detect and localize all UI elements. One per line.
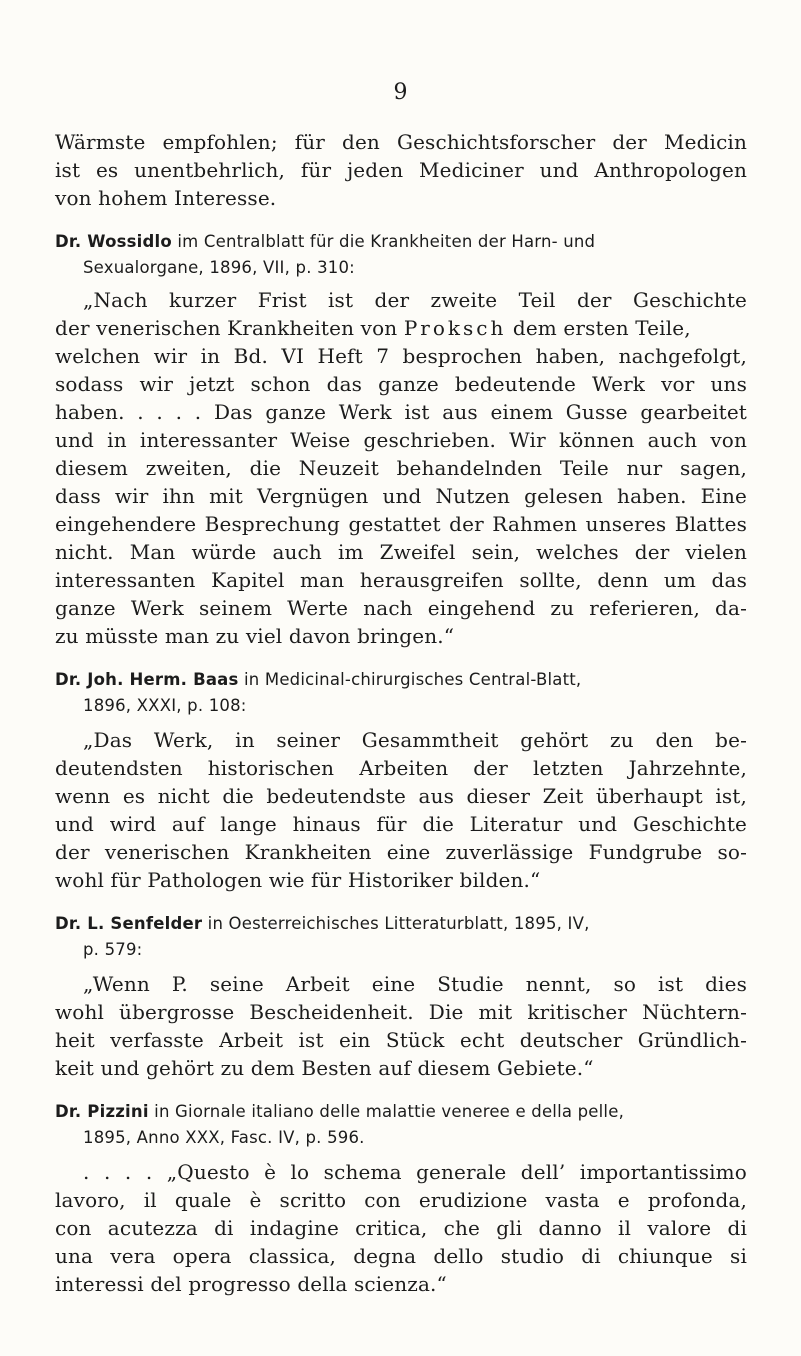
quote-line: heit verfasste Arbeit ist ein Stück echt deutscher Gründlich- bbox=[55, 1028, 747, 1052]
quote-line bbox=[55, 314, 747, 342]
review-source bbox=[55, 666, 581, 694]
quote-line: eingehendere Besprechung gestattet der Rahmen unseres Blattes bbox=[55, 512, 747, 536]
quote-line: interessi del progresso della scienza.“ bbox=[55, 1272, 447, 1296]
review-source bbox=[55, 228, 595, 256]
quote-line: deutendsten historischen Arbeiten der letzten Jahrzehnte, bbox=[55, 756, 747, 780]
quote-line: keit und gehört zu dem Besten auf diesem Gebiete.“ bbox=[55, 1056, 594, 1080]
quote-line: der venerischen Krankheiten eine zuverlässige Fundgrube so- bbox=[55, 840, 747, 864]
review-author: Dr. Wossidlo bbox=[55, 232, 172, 251]
intro-line: von hohem Interesse. bbox=[55, 186, 277, 210]
quote-line: sodass wir jetzt schon das ganze bedeutende Werk vor uns bbox=[55, 372, 747, 396]
quote-text: der venerischen Krankheiten von bbox=[55, 316, 404, 340]
quote-line: ganze Werk seinem Werte nach eingehend zu referieren, da- bbox=[55, 596, 747, 620]
review-author: Dr. Joh. Herm. Baas bbox=[55, 670, 239, 689]
review-source-text: in Giornale italiano delle malattie veneree e della pelle, bbox=[148, 1102, 625, 1121]
review-source bbox=[55, 1098, 624, 1126]
review-source-text: in Medicinal-chirurgisches Central-Blatt, bbox=[238, 670, 582, 689]
quote-line: lavoro, il quale è scritto con erudizione vasta e profonda, bbox=[55, 1188, 747, 1212]
quote-line: welchen wir in Bd. VI Heft 7 besprochen haben, nachgefolgt, bbox=[55, 344, 747, 368]
intro-line: ist es unentbehrlich, für jeden Mediciner und Anthropologen bbox=[55, 158, 747, 182]
review-author: Dr. L. Senfelder bbox=[55, 914, 203, 933]
author-name-emphasis: Proksch bbox=[403, 316, 507, 340]
quote-line: dass wir ihn mit Vergnügen und Nutzen gelesen haben. Eine bbox=[55, 484, 747, 508]
review-source-cont: Sexualorgane, 1896, VII, p. 310: bbox=[83, 258, 355, 277]
quote-line: wenn es nicht die bedeutendste aus dieser Zeit überhaupt ist, bbox=[55, 784, 747, 808]
review-source-cont: p. 579: bbox=[83, 940, 143, 959]
quote-line: . . . . „Questo è lo schema generale dell’ importantissimo bbox=[83, 1160, 747, 1184]
quote-line: wohl übergrosse Bescheidenheit. Die mit kritischer Nüchtern- bbox=[55, 1000, 747, 1024]
quote-line: diesem zweiten, die Neuzeit behandelnden Teile nur sagen, bbox=[55, 456, 747, 480]
quote-line: una vera opera classica, degna dello studio di chiunque si bbox=[55, 1244, 747, 1268]
quote-line: wohl für Pathologen wie für Historiker bilden.“ bbox=[55, 868, 541, 892]
quote-line: „Das Werk, in seiner Gesammtheit gehört zu den be- bbox=[83, 728, 747, 752]
review-author: Dr. Pizzini bbox=[55, 1102, 149, 1121]
quote-line: zu müsste man zu viel davon bringen.“ bbox=[55, 624, 455, 648]
quote-line: und wird auf lange hinaus für die Literatur und Geschichte bbox=[55, 812, 747, 836]
page-number: 9 bbox=[393, 80, 408, 105]
quote-line: und in interessanter Weise geschrieben. Wir können auch von bbox=[55, 428, 747, 452]
quote-line: „Nach kurzer Frist ist der zweite Teil der Geschichte bbox=[83, 288, 747, 312]
quote-line: haben. . . . . Das ganze Werk ist aus einem Gusse gearbeitet bbox=[55, 400, 747, 424]
review-source-cont: 1896, XXXI, p. 108: bbox=[83, 696, 247, 715]
review-source-cont: 1895, Anno XXX, Fasc. IV, p. 596. bbox=[83, 1128, 365, 1147]
quote-line: interessanten Kapitel man herausgreifen sollte, denn um das bbox=[55, 568, 747, 592]
review-source bbox=[55, 910, 590, 938]
review-source-text: in Oesterreichisches Litteraturblatt, 1895, IV, bbox=[202, 914, 590, 933]
quote-line: con acutezza di indagine critica, che gli danno il valore di bbox=[55, 1216, 747, 1240]
quote-line: „Wenn P. seine Arbeit eine Studie nennt, so ist dies bbox=[83, 972, 747, 996]
quote-line: nicht. Man würde auch im Zweifel sein, welches der vielen bbox=[55, 540, 747, 564]
quote-text: dem ersten Teile, bbox=[506, 316, 691, 340]
review-source-text: im Centralblatt für die Krankheiten der Harn- und bbox=[171, 232, 596, 251]
intro-line: Wärmste empfohlen; für den Geschichtsforscher der Medicin bbox=[55, 130, 747, 154]
